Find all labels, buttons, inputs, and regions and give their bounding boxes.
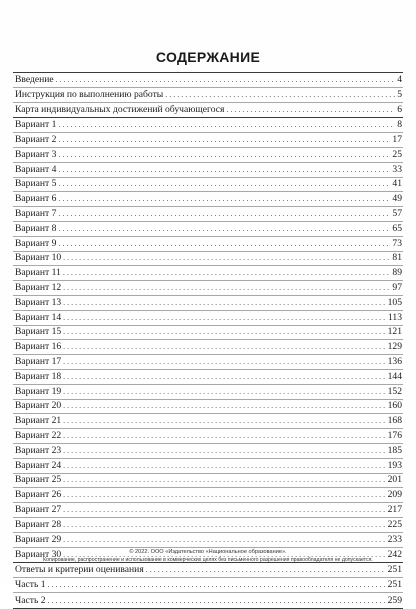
- toc-entry-label: Вариант 18: [15, 370, 62, 382]
- toc-entry-label: Вариант 16: [15, 341, 62, 353]
- toc-entry-label: Вариант 28: [15, 518, 62, 530]
- dot-leader: [58, 223, 390, 235]
- toc-entry-label: Часть 1: [15, 578, 46, 590]
- toc-page-number: 201: [387, 474, 402, 486]
- toc-page-number: 259: [387, 594, 402, 606]
- dot-leader: [63, 312, 386, 324]
- dot-leader: [58, 193, 390, 205]
- toc-page-number: 185: [387, 444, 402, 456]
- dot-leader: [63, 519, 385, 531]
- toc-row[interactable]: [13, 563, 403, 578]
- toc-entry-label: Вариант 6: [15, 193, 57, 205]
- toc-entry-label: Вариант 14: [15, 311, 62, 323]
- toc-page-number: 152: [387, 385, 402, 397]
- toc-row[interactable]: [13, 488, 403, 503]
- dot-leader: [63, 371, 385, 383]
- toc-page-number: 6: [397, 104, 402, 116]
- toc-entry-label: Вариант 20: [15, 400, 62, 412]
- toc-page-number: 209: [387, 489, 402, 501]
- toc-page-number: 17: [392, 133, 402, 145]
- toc-page-number: 25: [392, 148, 402, 160]
- toc-entry-label: Ответы и критерии оценивания: [15, 564, 144, 576]
- toc-row[interactable]: [13, 252, 403, 267]
- toc-row[interactable]: [13, 178, 403, 193]
- toc-page-number: 97: [392, 281, 402, 293]
- toc-entry-label: Вариант 13: [15, 296, 62, 308]
- toc-row[interactable]: [13, 311, 403, 326]
- toc-row[interactable]: [13, 207, 403, 222]
- toc-page-number: 160: [387, 400, 402, 412]
- page-footer: [0, 548, 416, 564]
- toc-row[interactable]: [13, 163, 403, 178]
- toc-section: [13, 72, 403, 117]
- toc-row[interactable]: [13, 429, 403, 444]
- toc-row[interactable]: [13, 400, 403, 415]
- toc-entry-label: Вариант 21: [15, 415, 62, 427]
- toc-row[interactable]: [13, 222, 403, 237]
- copyright-text: © 2022. ООО «Издательство «Национальное образование».: [129, 549, 287, 555]
- toc-page-number: 89: [392, 267, 402, 279]
- toc-page-number: 144: [387, 370, 402, 382]
- table-of-contents: [13, 72, 403, 609]
- toc-page-number: 49: [392, 193, 402, 205]
- toc-row[interactable]: [13, 133, 403, 148]
- toc-row[interactable]: [13, 355, 403, 370]
- toc-row[interactable]: [13, 103, 403, 118]
- toc-row[interactable]: [13, 370, 403, 385]
- toc-page-number: 129: [387, 341, 402, 353]
- toc-page-number: 193: [387, 459, 402, 471]
- toc-page-number: 251: [387, 564, 402, 576]
- toc-page-number: 176: [387, 429, 402, 441]
- toc-entry-label: Вариант 10: [15, 252, 62, 264]
- toc-row[interactable]: [13, 593, 403, 608]
- dot-leader: [146, 564, 386, 576]
- dot-leader: [63, 267, 391, 279]
- dot-leader: [63, 430, 385, 442]
- toc-row[interactable]: [13, 518, 403, 533]
- toc-page-number: 5: [397, 88, 402, 100]
- toc-entry-label: Вариант 5: [15, 178, 57, 190]
- toc-row[interactable]: [13, 73, 403, 88]
- dot-leader: [63, 252, 390, 264]
- dot-leader: [58, 238, 390, 250]
- toc-entry-label: Вариант 23: [15, 444, 62, 456]
- toc-page-number: 136: [387, 355, 402, 367]
- toc-row[interactable]: [13, 237, 403, 252]
- toc-entry-label: Часть 2: [15, 594, 46, 606]
- toc-page-number: 121: [387, 326, 402, 338]
- dot-leader: [63, 415, 385, 427]
- dot-leader: [63, 341, 385, 353]
- toc-page-number: 41: [392, 178, 402, 190]
- toc-entry-label: Вариант 26: [15, 489, 62, 501]
- toc-page-number: 225: [387, 518, 402, 530]
- dot-leader: [63, 297, 385, 309]
- toc-page-number: 33: [392, 163, 402, 175]
- dot-leader: [165, 89, 395, 101]
- dot-leader: [63, 445, 385, 457]
- toc-row[interactable]: [13, 118, 403, 133]
- toc-entry-label: Вариант 24: [15, 459, 62, 471]
- dot-leader: [63, 386, 385, 398]
- toc-row[interactable]: [13, 444, 403, 459]
- toc-page-number: 105: [387, 296, 402, 308]
- dot-leader: [58, 134, 390, 146]
- dot-leader: [63, 474, 385, 486]
- toc-entry-label: Вариант 27: [15, 503, 62, 515]
- toc-page-number: 81: [392, 252, 402, 264]
- toc-page-number: 73: [392, 237, 402, 249]
- dot-leader: [63, 400, 385, 412]
- toc-entry-label: Вариант 15: [15, 326, 62, 338]
- dot-leader: [226, 104, 395, 116]
- toc-page-number: 233: [387, 533, 402, 545]
- toc-row[interactable]: [13, 414, 403, 429]
- page-title: СОДЕРЖАНИЕ: [155, 49, 261, 65]
- toc-entry-label: Вариант 12: [15, 281, 62, 293]
- toc-entry-label: Вариант 7: [15, 207, 57, 219]
- toc-entry-label: Вариант 25: [15, 474, 62, 486]
- toc-page-number: 242: [387, 549, 402, 561]
- dot-leader: [63, 282, 390, 294]
- toc-page-number: 65: [392, 222, 402, 234]
- toc-entry-label: Вариант 11: [15, 267, 61, 279]
- toc-entry-label: Вариант 30: [15, 549, 62, 561]
- dot-leader: [58, 178, 390, 190]
- toc-page-number: 113: [387, 311, 402, 323]
- dot-leader: [48, 595, 386, 607]
- toc-page-number: 168: [387, 415, 402, 427]
- toc-entry-label: Вариант 17: [15, 355, 62, 367]
- toc-page-number: 4: [397, 73, 402, 85]
- dot-leader: [58, 208, 390, 220]
- toc-entry-label: Вариант 29: [15, 533, 62, 545]
- dot-leader: [58, 149, 390, 161]
- dot-leader: [58, 119, 395, 131]
- dot-leader: [56, 74, 396, 86]
- toc-row[interactable]: [13, 326, 403, 341]
- dot-leader: [63, 326, 385, 338]
- toc-row[interactable]: [13, 148, 403, 163]
- dot-leader: [63, 534, 385, 546]
- toc-row[interactable]: [13, 340, 403, 355]
- dot-leader: [63, 460, 385, 472]
- toc-entry-label: Инструкция по выполнению работы: [15, 88, 164, 100]
- toc-page-number: 217: [387, 503, 402, 515]
- toc-row[interactable]: [13, 88, 403, 103]
- toc-row[interactable]: [13, 281, 403, 296]
- toc-page-number: 8: [397, 119, 402, 131]
- toc-row[interactable]: [13, 385, 403, 400]
- copyright-notice: Копирование, распространение и использование в коммерческих целях без письменного разрешения правообладателя не допускается.: [43, 557, 373, 563]
- toc-row[interactable]: [13, 192, 403, 207]
- toc-entry-label: Вариант 4: [15, 163, 57, 175]
- toc-row[interactable]: [13, 266, 403, 281]
- toc-entry-label: Карта индивидуальных достижений обучающегося: [15, 104, 225, 116]
- toc-page-number: 251: [387, 578, 402, 590]
- dot-leader: [63, 504, 385, 516]
- toc-entry-label: Вариант 1: [15, 119, 57, 131]
- toc-entry-label: Вариант 22: [15, 429, 62, 441]
- toc-entry-label: Вариант 9: [15, 237, 57, 249]
- toc-row[interactable]: [13, 503, 403, 518]
- toc-entry-label: Вариант 8: [15, 222, 57, 234]
- toc-entry-label: Вариант 3: [15, 148, 57, 160]
- dot-leader: [58, 164, 390, 176]
- toc-entry-label: Вариант 19: [15, 385, 62, 397]
- toc-row[interactable]: [13, 459, 403, 474]
- toc-row[interactable]: [13, 474, 403, 489]
- toc-row[interactable]: [13, 578, 403, 593]
- toc-section: [13, 117, 403, 562]
- toc-entry-label: Вариант 2: [15, 133, 57, 145]
- toc-row[interactable]: [13, 533, 403, 548]
- dot-leader: [63, 489, 385, 501]
- toc-row[interactable]: [13, 296, 403, 311]
- dot-leader: [63, 356, 385, 368]
- toc-section: [13, 562, 403, 608]
- toc-page-number: 57: [392, 207, 402, 219]
- toc-entry-label: Введение: [15, 73, 54, 85]
